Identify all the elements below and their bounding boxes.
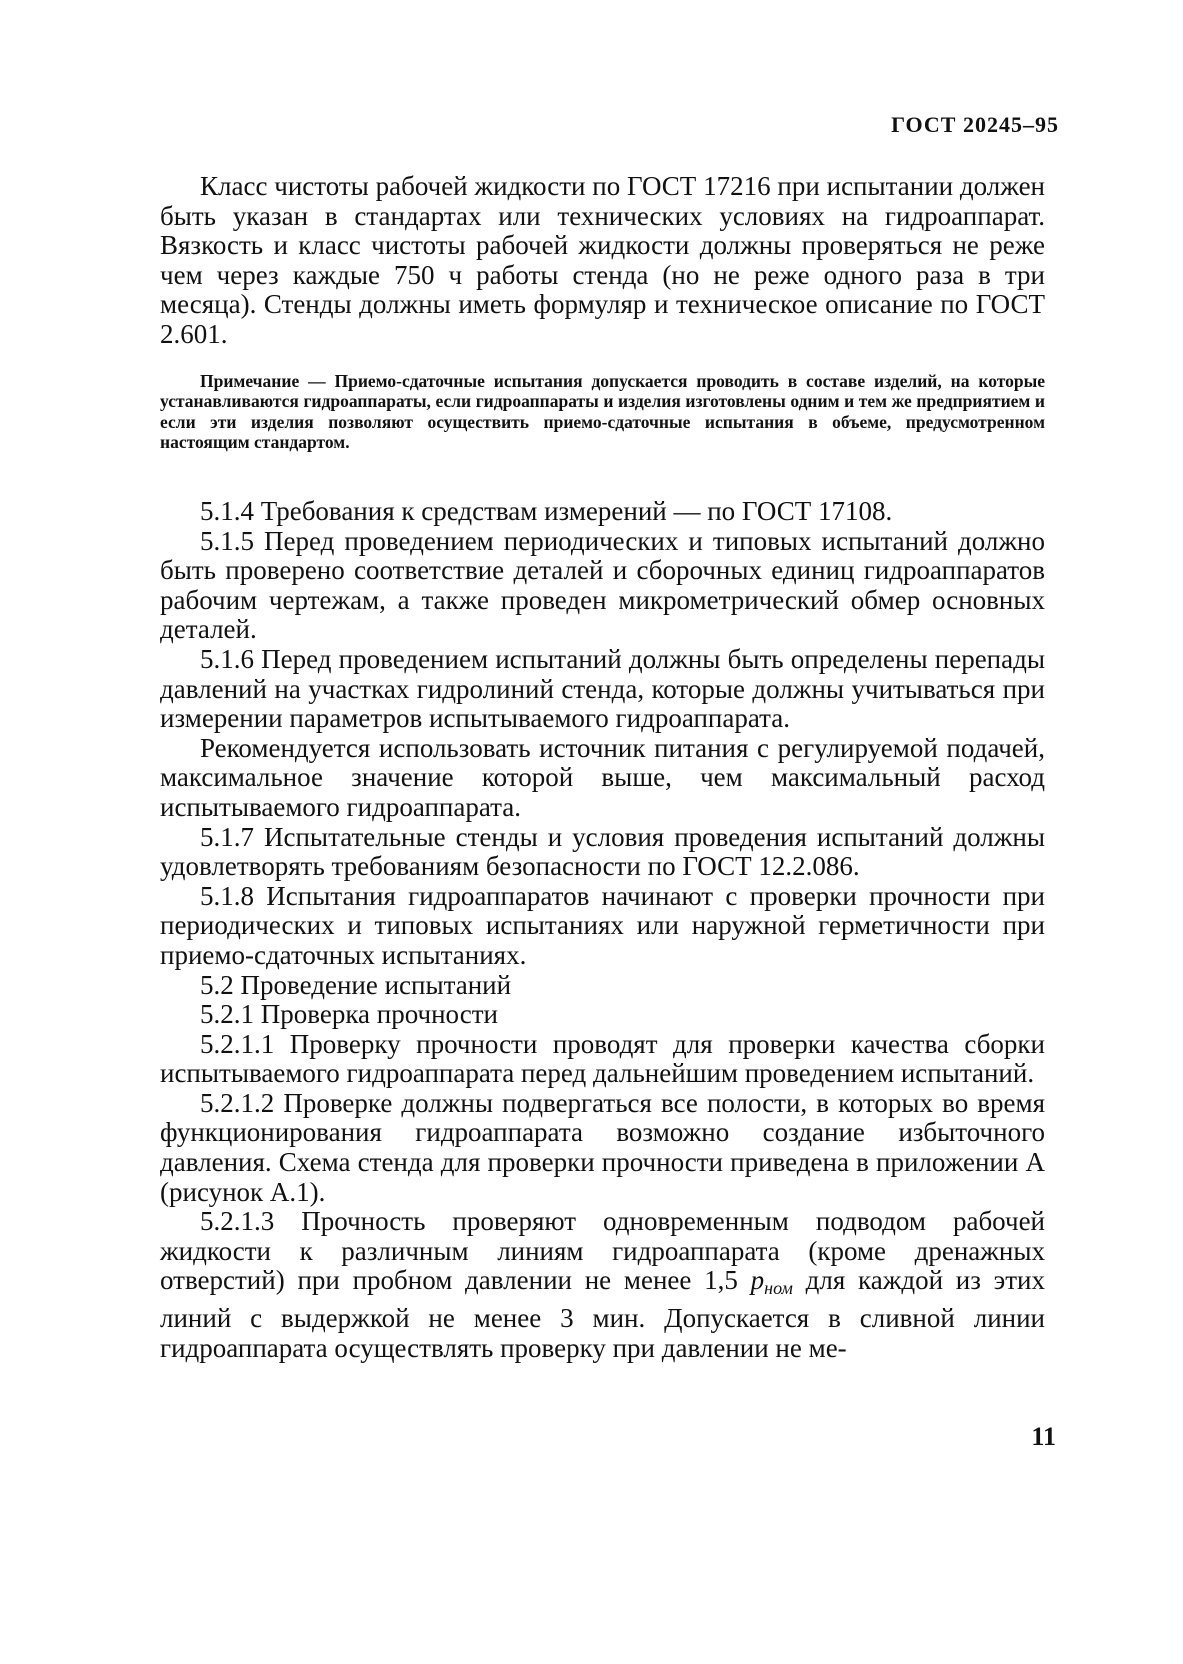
p-nom-symbol: p: [750, 1265, 765, 1296]
clause-5-1-6: 5.1.6 Перед проведением испытаний должны быть определены перепады давлений на участках гидролиний стенда, которые должны учитываться при измерении параметров испытываемого гидроаппарата.: [160, 643, 1045, 734]
clause-5-2-1-1: 5.2.1.1 Проверку прочности проводят для проверки качества сборки испытываемого гидроаппарата перед дальнейшим проведением испытаний.: [160, 1028, 1045, 1089]
note-text: Примечание — Приемо-сдаточные испытания допускается проводить в составе изделий, на которые устанавливаются гидроаппараты, если гидроаппараты и изделия изготовлены одним и тем же предприятием и если эти изделия позволяют осуществить приемо-сдаточные испытания в объеме, предусмотренном настоящим стандартом.: [160, 371, 1045, 452]
clause-5-1-7: 5.1.7 Испытательные стенды и условия проведения испытаний должны удовлетворять требованиям безопасности по ГОСТ 12.2.086.: [160, 821, 1045, 882]
clause-5-2-1-3-part-b: для каждой из этих линий с выдержкой не менее 3 мин. Допускается в сливной линии гидроаппарата осуществлять проверку при давлении не ме-: [160, 1265, 1045, 1363]
clause-5-1-5: 5.1.5 Перед проведением периодических и типовых испытаний должно быть проверено соответствие деталей и сборочных единиц гидроаппаратов рабочим чертежам, а также проведен микрометрический обмер основных деталей.: [160, 525, 1045, 645]
clause-5-2-1-3-part-a: 5.2.1.3 Прочность проверяют одновременным подводом рабочей жидкости к различным линиям гидроаппарата (кроме дренажных отверстий) при пробном давлении не менее 1,5: [160, 1206, 1045, 1296]
page-header-doc-code: ГОСТ 20245–95: [891, 112, 1059, 137]
clause-5-2-1-3: [160, 1207, 1045, 1363]
clause-5-2-1-2: 5.2.1.2 Проверке должны подвергаться все полости, в которых во время функционирования гидроаппарата возможно создание избыточного давления. Схема стенда для проверки прочности приведена в приложении А (рисунок А.1).: [160, 1087, 1045, 1207]
main-text-block: [160, 497, 1045, 1363]
page-number: 11: [1031, 1422, 1056, 1451]
clause-5-1-6-recommendation: Рекомендуется использовать источник питания с регулируемой подачей, максимальное значение которой выше, чем максимальный расход испытываемого гидроаппарата.: [160, 732, 1045, 822]
p-nom-subscript: ном: [764, 1278, 793, 1299]
intro-paragraph: Класс чистоты рабочей жидкости по ГОСТ 17216 при испытании должен быть указан в стандартах или технических условиях на гидроаппарат. Вязкость и класс чистоты рабочей жидкости должны проверяться не реже чем через каждые 750 ч работы стенда (но не реже одного раза в три месяца). Стенды должны иметь формуляр и техническое описание по ГОСТ 2.601.: [160, 171, 1045, 349]
clause-5-1-8: 5.1.8 Испытания гидроаппаратов начинают с проверки прочности при периодических и типовых испытаниях или наружной герметичности при приемо-сдаточных испытаниях.: [160, 880, 1045, 970]
clause-5-1-4: 5.1.4 Требования к средствам измерений — по ГОСТ 17108.: [200, 496, 893, 526]
section-5-2-1-heading: 5.2.1 Проверка прочности: [200, 999, 498, 1030]
section-5-2-heading: 5.2 Проведение испытаний: [200, 969, 512, 1000]
note-block: [160, 371, 1045, 452]
intro-block: [160, 172, 1045, 350]
